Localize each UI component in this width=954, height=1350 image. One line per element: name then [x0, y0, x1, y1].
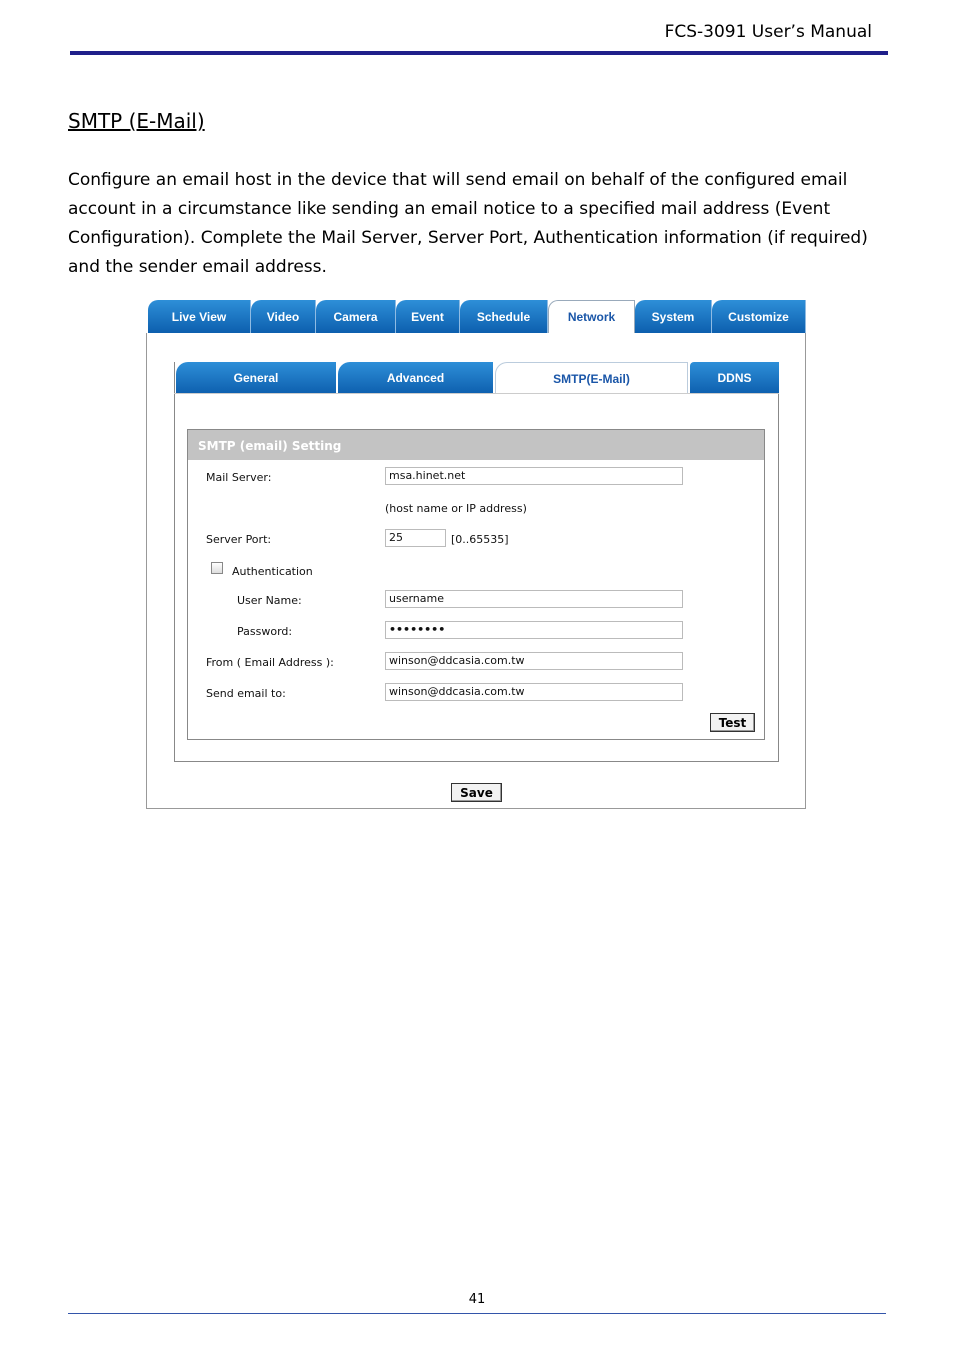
- intro-paragraph: Configure an email host in the device that will send email on behalf of the configured email account in a circumstance like sending an email notice to a specified mail address (Event Configuration). Complete the Mail Server, Server Port, Authentication information (if required) and the sender email address.: [68, 170, 868, 277]
- tab-schedule[interactable]: Schedule: [460, 300, 548, 333]
- subtab-ddns[interactable]: DDNS: [690, 362, 779, 394]
- from-address-input[interactable]: winson@ddcasia.com.tw: [385, 652, 683, 670]
- password-input[interactable]: ••••••••: [385, 621, 683, 639]
- save-button[interactable]: Save: [451, 783, 502, 802]
- subtab-general[interactable]: General: [176, 362, 336, 394]
- password-label: Password:: [237, 625, 293, 638]
- tab-system[interactable]: System: [635, 300, 712, 333]
- tab-event[interactable]: Event: [396, 300, 460, 333]
- page-number: 41: [468, 1292, 486, 1307]
- sub-tab-divider: [174, 393, 779, 394]
- from-address-label: From ( Email Address ):: [206, 656, 334, 669]
- sub-tab-bar: [174, 362, 779, 394]
- authentication-checkbox[interactable]: [211, 562, 223, 574]
- tab-network[interactable]: Network: [548, 300, 635, 333]
- send-to-input[interactable]: winson@ddcasia.com.tw: [385, 683, 683, 701]
- server-port-input[interactable]: 25: [385, 529, 446, 547]
- test-button[interactable]: Test: [710, 713, 755, 732]
- user-name-input[interactable]: username: [385, 590, 683, 608]
- main-tab-bar: [146, 300, 806, 333]
- manual-title: FCS-3091 User’s Manual: [664, 22, 872, 42]
- server-port-range: [0..65535]: [451, 533, 509, 546]
- user-name-label: User Name:: [237, 594, 302, 607]
- tab-video[interactable]: Video: [251, 300, 316, 333]
- mail-server-input[interactable]: msa.hinet.net: [385, 467, 683, 485]
- mail-server-label: Mail Server:: [206, 471, 272, 484]
- authentication-label: Authentication: [232, 565, 313, 578]
- section-title: SMTP (E-Mail): [68, 109, 205, 133]
- subtab-advanced[interactable]: Advanced: [338, 362, 493, 394]
- tab-customize[interactable]: Customize: [712, 300, 806, 333]
- panel-title: SMTP (email) Setting: [188, 430, 764, 460]
- server-port-label: Server Port:: [206, 533, 272, 546]
- tab-camera[interactable]: Camera: [316, 300, 396, 333]
- send-to-label: Send email to:: [206, 687, 286, 700]
- footer-rule: [68, 1313, 886, 1314]
- subtab-smtp[interactable]: SMTP(E-Mail): [495, 362, 688, 394]
- mail-server-hint: (host name or IP address): [385, 502, 527, 515]
- camera-web-ui: [146, 300, 806, 809]
- tab-live-view[interactable]: Live View: [148, 300, 251, 333]
- header-rule: [70, 51, 888, 55]
- smtp-settings-panel: [187, 429, 765, 740]
